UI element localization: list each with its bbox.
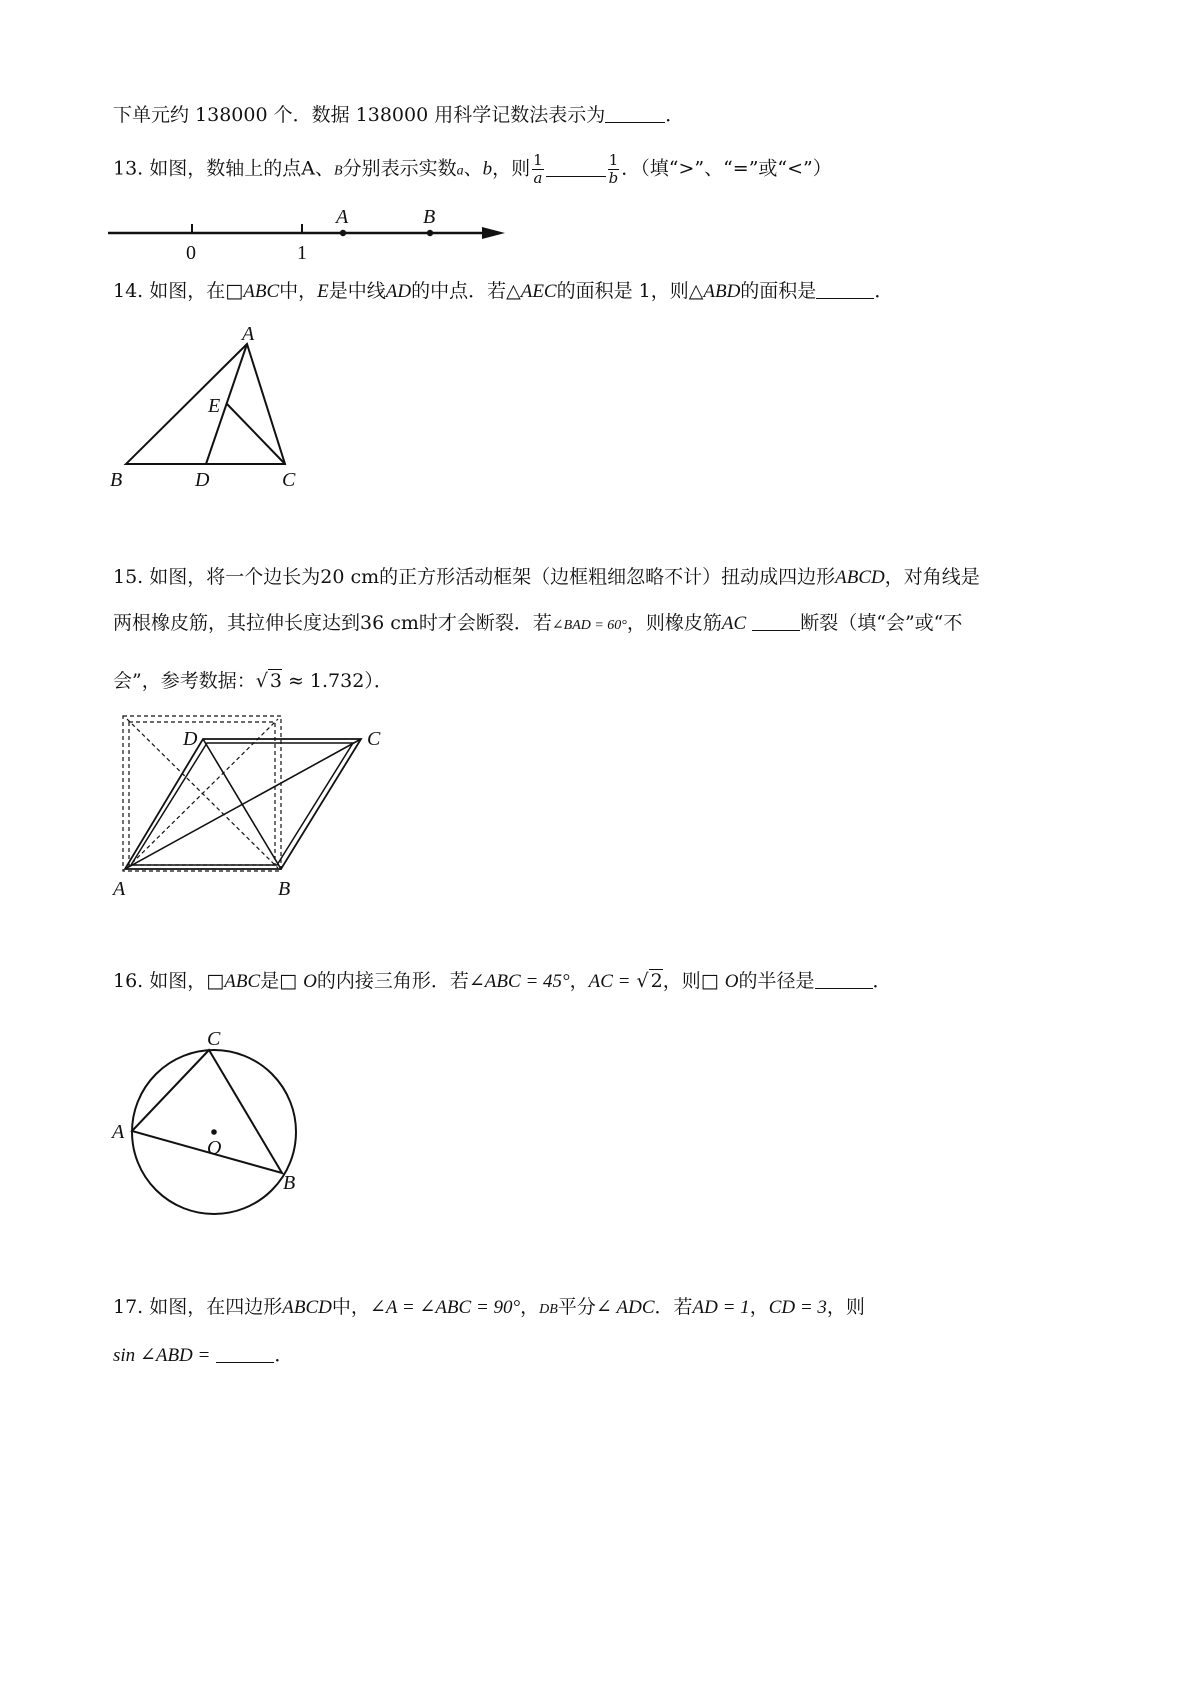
q13-var-b: b bbox=[482, 158, 493, 180]
q14-triangle-name: ABC bbox=[243, 281, 280, 302]
diagonal-ac bbox=[125, 739, 361, 869]
q17-answer-blank bbox=[216, 1342, 274, 1363]
q16-line bbox=[113, 968, 892, 995]
tick-label-0: 0 bbox=[186, 242, 196, 264]
q15-text: 断裂（填“会”或“不 bbox=[800, 612, 963, 634]
fraction-denominator: a bbox=[533, 169, 543, 187]
triangle-symbol-icon: □ bbox=[225, 280, 244, 302]
q17-line-2 bbox=[113, 1342, 293, 1369]
fraction-numerator: 1 bbox=[533, 151, 543, 169]
q14-triangle-aec: AEC bbox=[520, 281, 557, 302]
q15-frame-figure bbox=[123, 716, 361, 871]
point-label-b: B bbox=[423, 206, 436, 228]
q17-text: ，则 bbox=[826, 1296, 865, 1318]
fraction-numerator: 1 bbox=[608, 151, 619, 169]
sqrt-sign-icon: √ bbox=[636, 970, 649, 992]
q14-text: 的面积是 bbox=[740, 280, 817, 302]
q17-quad-abcd: ABCD bbox=[282, 1297, 332, 1318]
q17-angles: ∠A = ∠ABC = 90° bbox=[369, 1297, 521, 1318]
q15-text: 如图，将一个边长为 bbox=[149, 566, 321, 588]
arrow-head-icon bbox=[482, 227, 505, 239]
q17-comma: ， bbox=[520, 1296, 540, 1318]
q13-point-b: B bbox=[334, 163, 343, 179]
q14-triangle-abd: ABD bbox=[703, 281, 741, 302]
q17-ad-value: AD = 1 bbox=[692, 1297, 750, 1318]
point-b-dot bbox=[427, 230, 433, 236]
q14-text: 的面积是 1，则△ bbox=[556, 280, 704, 302]
q15-answer-blank bbox=[752, 610, 800, 631]
q17-text: ．若 bbox=[654, 1296, 693, 1318]
q16-ac-equals: AC = bbox=[588, 971, 631, 992]
q14-period: ． bbox=[874, 280, 894, 302]
q12-text: 下单元约 138000 个．数据 138000 用科学记数法表示为 bbox=[113, 104, 606, 126]
q15-segment-ac: AC bbox=[721, 613, 747, 634]
q14-label-d: D bbox=[195, 469, 210, 491]
point-a-dot bbox=[340, 230, 346, 236]
q15-length-20cm: 20 cm bbox=[320, 566, 380, 588]
q16-text: 是 bbox=[260, 970, 280, 992]
triangle-abc bbox=[126, 344, 285, 464]
q15-angle-bad: ∠BAD = 60° bbox=[551, 618, 627, 633]
fraction-denominator: b bbox=[608, 169, 619, 187]
q16-period: ． bbox=[872, 970, 892, 992]
q17-text: 中， bbox=[331, 1296, 370, 1318]
q15-approx-value: ≈ 1.732 bbox=[287, 670, 365, 692]
q14-text: 如图，在 bbox=[149, 280, 226, 302]
q15-text: 的正方形活动框架（边框粗细忽略不计）扭动成四边形 bbox=[379, 566, 836, 588]
q14-text: 的中点．若△ bbox=[411, 280, 521, 302]
q16-text: 如图， bbox=[149, 970, 207, 992]
q14-text: 中， bbox=[279, 280, 318, 302]
q14-var-e: E bbox=[317, 281, 329, 302]
q13-point-a: A bbox=[301, 157, 316, 180]
q15-line-2 bbox=[113, 610, 962, 639]
q14-label-a: A bbox=[242, 323, 255, 345]
q16-text: 的半径是 bbox=[738, 970, 815, 992]
q16-label-c: C bbox=[207, 1028, 221, 1050]
tick-label-1: 1 bbox=[297, 242, 307, 264]
triangle-symbol-icon: □ bbox=[206, 970, 225, 992]
q16-comma: ， bbox=[569, 970, 589, 992]
q17-line-1 bbox=[113, 1294, 865, 1323]
q17-period: ． bbox=[274, 1344, 294, 1366]
sqrt-sign-icon: √ bbox=[255, 670, 268, 692]
q15-quad-abcd: ABCD bbox=[835, 567, 885, 588]
q15-line-3 bbox=[113, 668, 393, 694]
q15-text: ，则橡皮筋 bbox=[626, 612, 722, 634]
q13-sep: 、 bbox=[463, 157, 483, 180]
q14-answer-blank bbox=[816, 278, 874, 299]
q14-line bbox=[113, 278, 893, 305]
point-label-a: A bbox=[336, 206, 349, 228]
q17-segment-db: DB bbox=[539, 1302, 558, 1317]
q15-number: 15. bbox=[113, 566, 144, 588]
diagonal-bd bbox=[203, 739, 281, 869]
q16-sqrt-2: 2 bbox=[650, 970, 663, 992]
q14-label-c: C bbox=[282, 469, 296, 491]
q13-text: ．（填“>”、“=”或“<”） bbox=[621, 157, 832, 180]
q17-text: 如图，在四边形 bbox=[149, 1296, 283, 1318]
q16-circle-o: O bbox=[303, 971, 317, 992]
q14-triangle-figure bbox=[126, 344, 285, 464]
q16-label-a: A bbox=[112, 1121, 125, 1143]
q15-sqrt-3: 3 bbox=[269, 670, 282, 692]
q17-cd-value: CD = 3 bbox=[768, 1297, 827, 1318]
q15-line-1 bbox=[113, 564, 980, 591]
q12-period: ． bbox=[665, 104, 685, 126]
q15-text: ，对角线是 bbox=[884, 566, 980, 588]
q14-number: 14. bbox=[113, 280, 144, 302]
q16-text: 的内接三角形．若 bbox=[316, 970, 469, 992]
q15-text: ）． bbox=[364, 670, 393, 692]
q15-label-b: B bbox=[278, 878, 291, 900]
q16-circle-o: O bbox=[724, 971, 739, 992]
circle-symbol-icon: □ bbox=[700, 970, 719, 992]
q16-label-o: O bbox=[207, 1137, 222, 1159]
q14-label-e: E bbox=[208, 395, 221, 417]
q15-label-a: A bbox=[113, 878, 126, 900]
circle-symbol-icon: □ bbox=[279, 970, 298, 992]
q15-label-c: C bbox=[367, 728, 381, 750]
q13-sep: 、 bbox=[315, 157, 335, 180]
q16-label-b: B bbox=[283, 1172, 296, 1194]
q17-sin-abd: sin ∠ABD = bbox=[113, 1345, 211, 1366]
q13-text: 如图，数轴上的点 bbox=[149, 157, 302, 180]
q13-number-line bbox=[108, 206, 505, 264]
q14-text: 是中线 bbox=[328, 280, 386, 302]
q15-text: 时才会断裂．若 bbox=[418, 612, 552, 634]
q16-answer-blank bbox=[815, 968, 873, 989]
q13-text: ，则 bbox=[492, 157, 531, 180]
q15-label-d: D bbox=[183, 728, 198, 750]
q13-number: 13. bbox=[113, 157, 144, 180]
q16-text: ，则 bbox=[662, 970, 701, 992]
q16-number: 16. bbox=[113, 970, 144, 992]
q14-label-b: B bbox=[110, 469, 123, 491]
q17-comma: ， bbox=[749, 1296, 769, 1318]
q15-text: 会”，参考数据： bbox=[113, 670, 256, 692]
q16-angle-abc: ∠ABC = 45° bbox=[468, 971, 570, 992]
center-o-dot bbox=[211, 1129, 217, 1135]
q17-angle-adc: ∠ ADC bbox=[595, 1297, 655, 1318]
q15-length-36cm: 36 cm bbox=[360, 612, 419, 634]
q17-text: 平分 bbox=[557, 1296, 596, 1318]
q14-segment-ad: AD bbox=[385, 281, 412, 302]
q13-var-a: a bbox=[456, 163, 464, 179]
q15-text: 两根橡皮筋，其拉伸长度达到 bbox=[113, 612, 361, 634]
q16-triangle-abc: ABC bbox=[224, 971, 261, 992]
q13-text: 分别表示实数 bbox=[342, 157, 457, 180]
q17-number: 17. bbox=[113, 1296, 144, 1318]
